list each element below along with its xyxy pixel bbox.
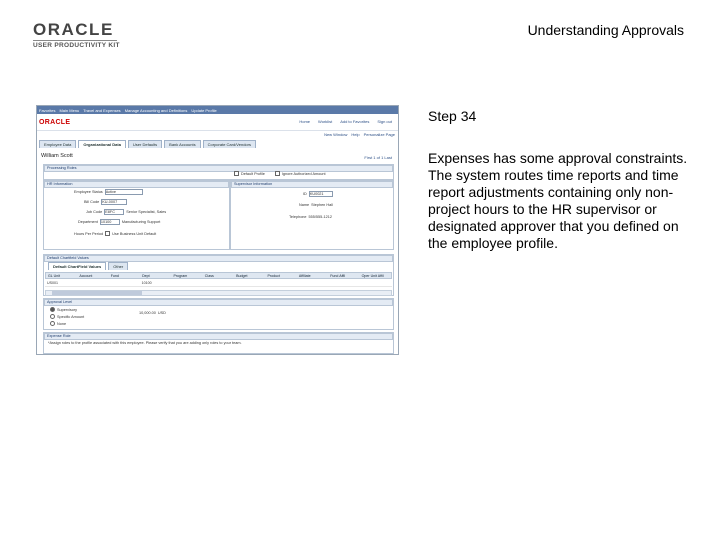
breadcrumb [37,106,398,114]
hr-field-row [84,199,127,205]
tab-corporate-card[interactable]: Corporate Card/Vendors [203,140,256,148]
column-header: Affiliate [298,273,311,278]
column-header: Fund Affil [330,273,346,278]
oracle-upk-logo [33,21,123,49]
column-header: Account [79,273,93,278]
column-header: Budget [236,273,248,278]
section-header: HR Information [44,181,229,188]
tab-bank-accounts[interactable]: Bank Accounts [164,140,200,148]
personalize-link[interactable]: Personalize Page [363,132,395,137]
page-title: Understanding Approvals [527,22,684,38]
default-profile-row [234,171,326,176]
logo-divider [33,40,117,41]
breadcrumb-item[interactable]: Main Menu [59,107,80,113]
breadcrumb-item[interactable]: Favorites [39,107,56,113]
field-label: Telephone [289,215,307,219]
ignore-authorized-checkbox[interactable] [275,171,280,176]
approval-option-row [50,307,77,312]
app-header [37,114,398,131]
supervisor-field-row [299,203,333,207]
field-label: Department [78,220,98,224]
column-header: Dept [142,273,150,278]
tab-organizational-data[interactable]: Organizational Data [78,140,126,148]
grid-tab-default-chartfields[interactable]: Default ChartField Values [48,262,106,270]
radio-label: Supervisory [57,307,78,312]
department-field[interactable]: 10100 [100,219,120,225]
column-header: Fund [110,273,119,278]
field-label: Name [299,203,310,207]
field-label: Employee Status [74,190,103,194]
logo-subtitle: USER PRODUCTIVITY KIT [33,42,120,49]
header-links [299,119,392,124]
tab-user-defaults[interactable]: User Defaults [128,140,162,148]
expense-role-box [43,332,394,354]
radio-label: None [57,321,67,326]
tab-employee-data[interactable]: Employee Data [39,140,76,148]
new-window-link[interactable]: New Window [324,132,348,137]
approval-option-row [50,314,84,319]
column-header: Program [173,273,188,278]
default-profile-checkbox[interactable] [234,171,239,176]
checkbox-label: Default Profile [241,171,265,176]
hours-row [74,231,156,236]
supervisory-radio[interactable] [50,307,55,312]
use-bu-default-checkbox[interactable] [105,231,110,236]
home-link[interactable]: Home [299,119,311,124]
section-header: Expense Role [44,333,393,340]
grid-tab-row [48,262,128,270]
help-link[interactable]: Help [351,132,360,137]
approval-amount-row [139,311,166,315]
section-header: Default Chartfield Values [44,255,393,262]
breadcrumb-item[interactable]: Update Profile [191,107,217,113]
hr-information-box [43,180,230,250]
supervisor-id-field[interactable]: KU0021 [309,191,333,197]
checkbox-label: Use Business Unit Default [112,231,157,236]
sign-out-link[interactable]: Sign out [377,119,392,124]
supervisor-field-row [289,215,332,219]
expense-note [48,341,278,345]
job-description: Senior Specialist, Sales [126,210,167,214]
column-header: Oper Unit Affil [361,273,384,278]
page-nav-links [324,132,395,137]
column-header: Class [204,273,214,278]
employee-status-field[interactable]: Active [105,189,143,195]
field-label: Job Code [86,210,103,214]
approval-level-box [43,298,394,330]
supervisor-name-value: Stephen Hall [311,203,333,207]
specific-amount-radio[interactable] [50,314,55,319]
app-brand-logo: ORACLE [39,119,71,126]
approval-currency-value: USD [157,311,166,315]
field-label: Hours Per Period [74,231,104,236]
breadcrumb-item[interactable]: Manage Accounting and Definitions [124,107,188,113]
application-screenshot [36,105,399,355]
section-header: Approval Level [44,299,393,306]
section-header: Supervisor Information [231,181,393,188]
approval-option-row [50,321,66,326]
grid-header-row [45,272,392,279]
field-label: ID [303,192,307,196]
breadcrumb-item[interactable]: Travel and Expenses [83,107,121,113]
none-radio[interactable] [50,321,55,326]
tab-bar [39,140,256,148]
hr-field-row [78,219,160,225]
column-header: GL Unit [48,273,61,278]
expense-note-text: *Assign roles to the profile associated with this employee. Please verify that you are adding only roles to your team. [48,341,242,345]
grid-scrollbar[interactable] [45,290,392,296]
supervisor-information-box [230,180,394,250]
job-code-field[interactable]: E8FC [104,209,124,215]
add-favorites-link[interactable]: Add to Favorites [340,119,370,124]
hr-field-row [74,189,143,195]
supervisor-field-row [303,191,333,197]
department-description: Manufacturing Support [121,220,161,224]
supervisor-phone-value: 555/555-1212 [308,215,332,219]
logo-brand: ORACLE [33,20,114,39]
column-header: Product [267,273,280,278]
bill-code-field[interactable]: KU-0007 [101,199,127,205]
processing-roles-box [43,164,394,180]
row-pager[interactable]: First 1 of 1 Last [364,155,392,160]
checkbox-label: Ignore Authorized Amount [281,171,326,176]
step-description: Expenses has some approval constraints. The system routes time reports and time report adjustments containing only non-project hours to the HR supervisor or designated approver that you defined on the employee profile. [428,150,688,251]
hr-field-row [86,209,166,215]
employee-name: William Scott [41,153,73,159]
table-row[interactable] [45,280,392,287]
section-header: Processing Roles [44,165,393,172]
radio-label: Specific Amount [57,314,85,319]
step-label: Step 34 [428,108,477,124]
worklist-link[interactable]: Worklist [318,119,333,124]
approval-amount-value: 10,000.00 [139,311,156,315]
grid-tab-other[interactable]: Other [108,262,128,270]
grid-cell[interactable]: US001 [47,281,58,285]
scrollbar-thumb[interactable] [52,291,142,295]
field-label: Bill Code [84,200,100,204]
grid-cell[interactable]: 10100 [141,281,152,285]
